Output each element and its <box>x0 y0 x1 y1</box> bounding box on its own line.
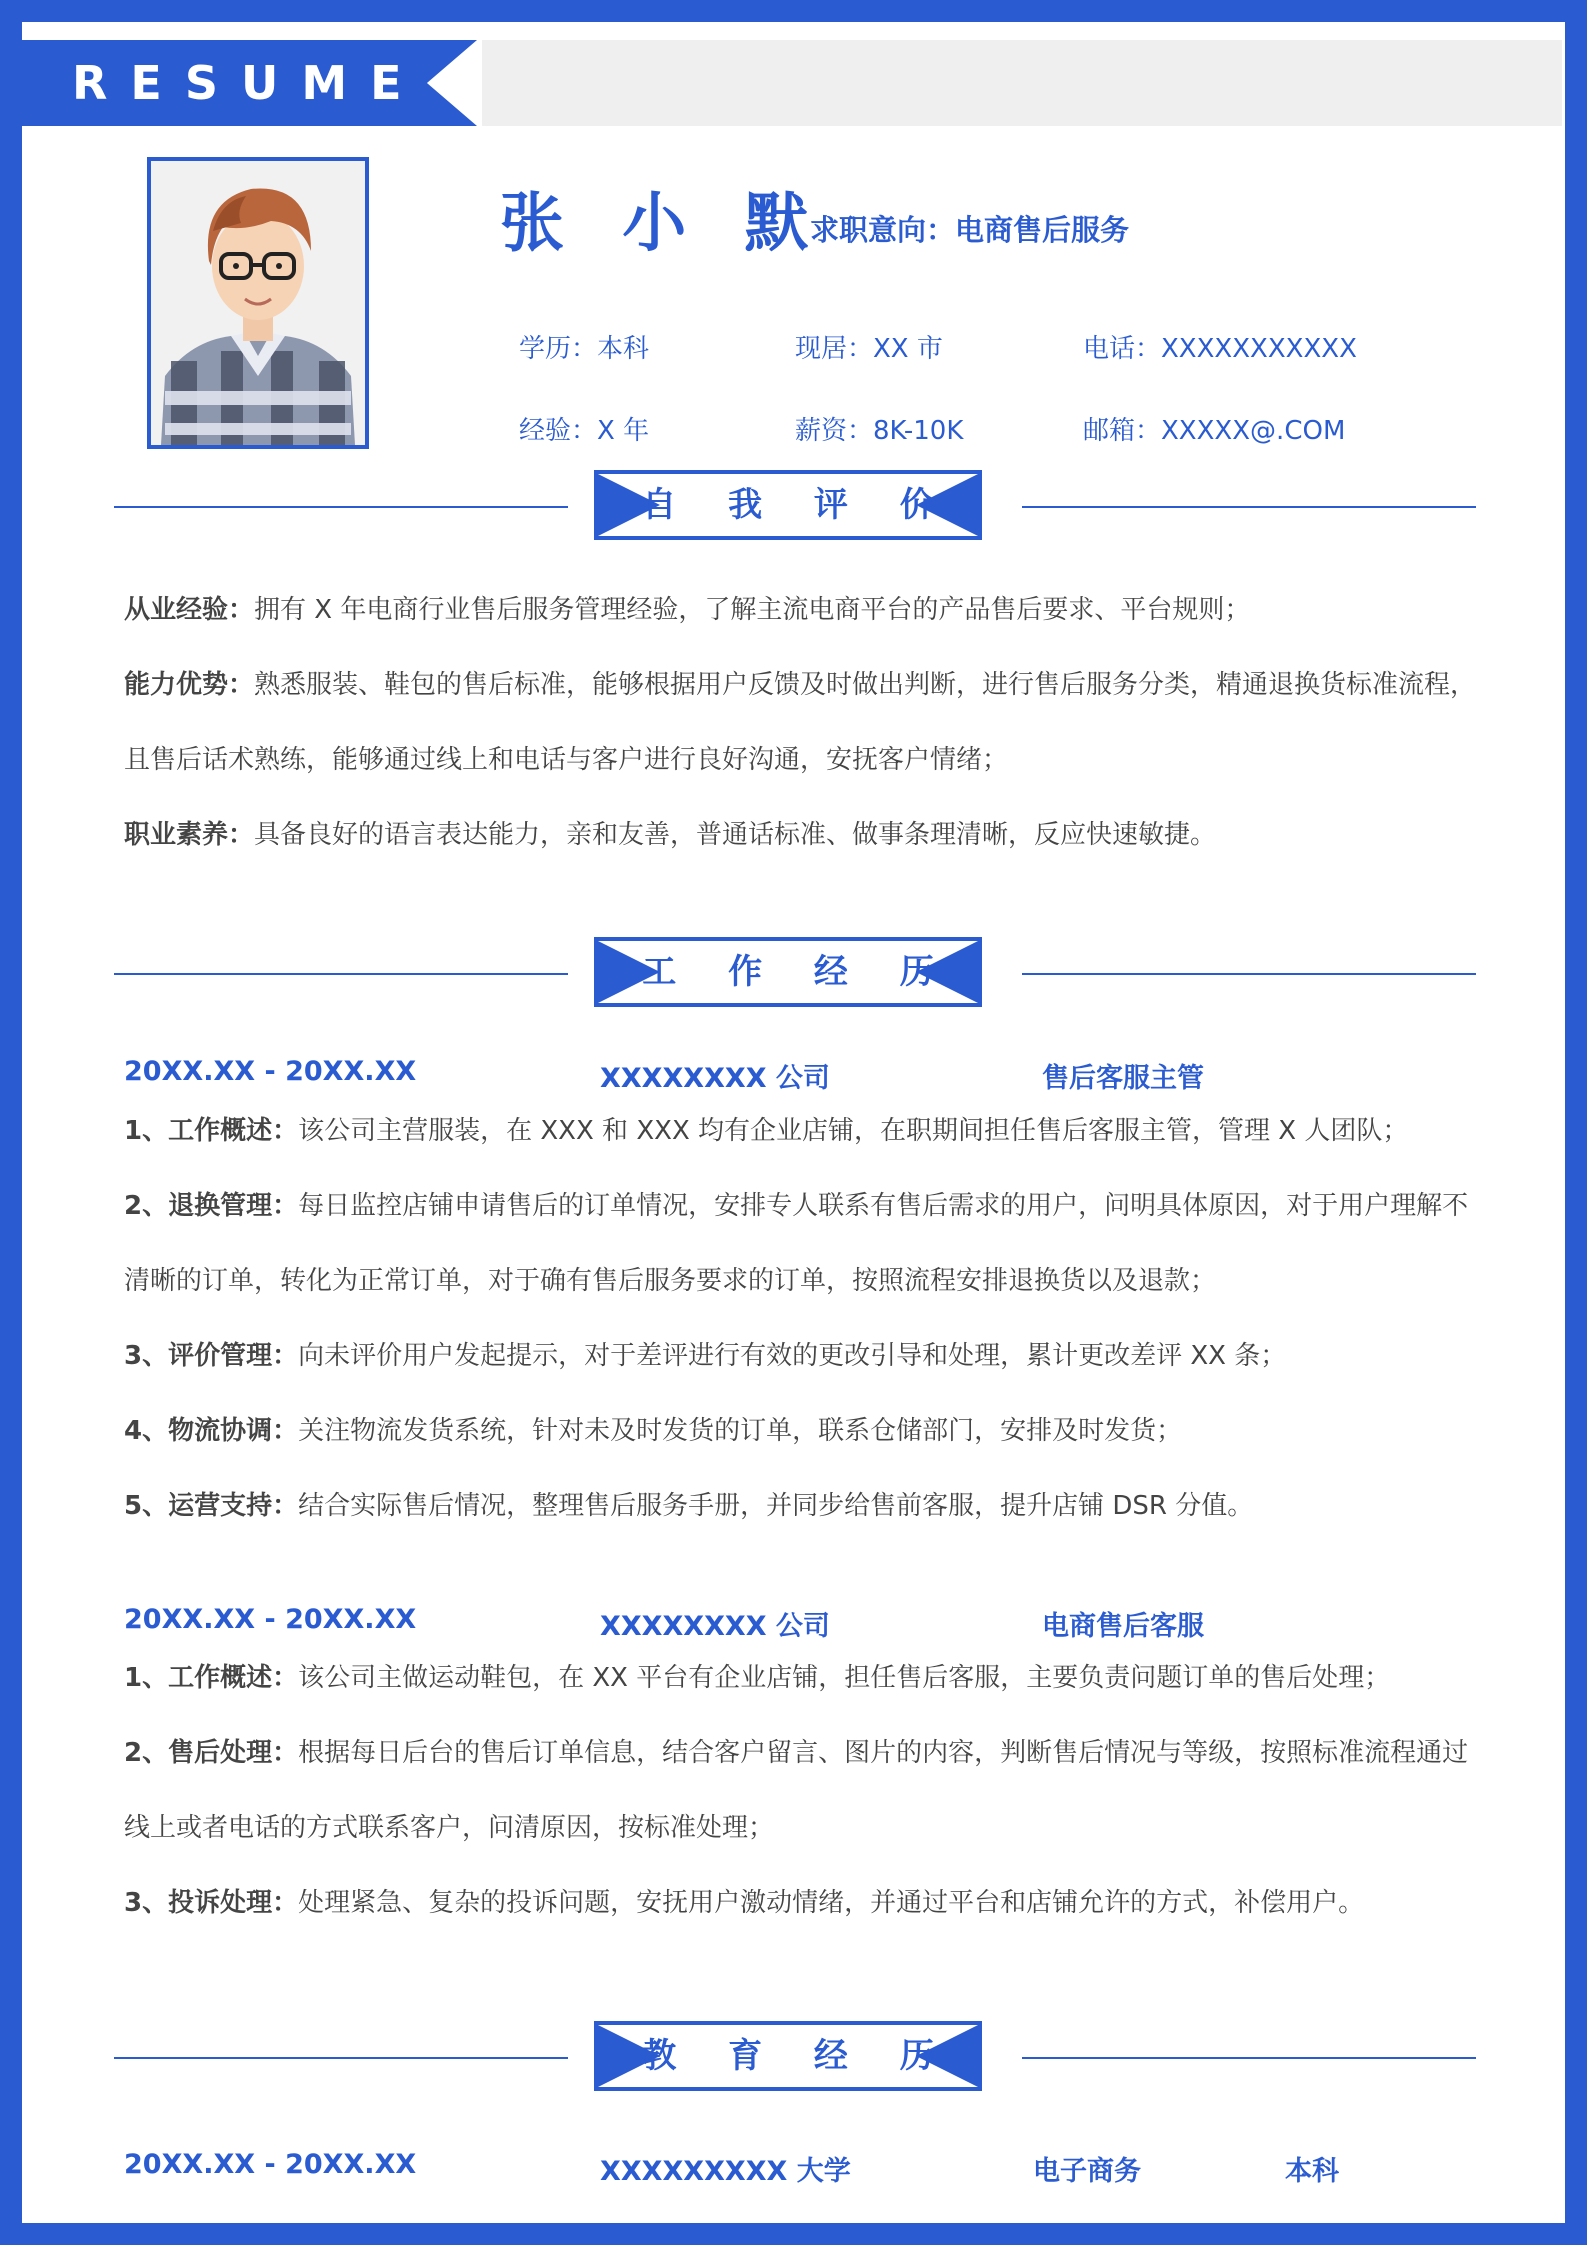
header-banner-bg <box>482 40 1562 126</box>
list-item <box>124 1094 1484 1169</box>
section-divider <box>114 506 568 508</box>
info-experience: 经验：X 年 <box>519 416 650 446</box>
info-education: 学历：本科 <box>519 334 650 364</box>
section-header-education <box>594 2021 982 2091</box>
section-divider <box>1022 2057 1476 2059</box>
self-eval-item <box>124 573 1484 648</box>
job-period: 20XX.XX - 20XX.XX <box>124 1056 417 1087</box>
profile-photo <box>147 157 369 449</box>
section-divider <box>1022 506 1476 508</box>
item-label: 1、工作概述： <box>124 1663 299 1693</box>
item-label: 2、售后处理： <box>124 1738 299 1768</box>
list-item <box>124 1319 1484 1394</box>
job-intent: 求职意向：电商售后服务 <box>810 213 1130 247</box>
item-text: 向未评价用户发起提示，对于差评进行有效的更改引导和处理，累计更改差评 XX 条； <box>298 1341 1287 1371</box>
item-text: 处理紧急、复杂的投诉问题，安抚用户激动情绪，并通过平台和店铺允许的方式，补偿用户。 <box>298 1888 1365 1918</box>
item-text: 拥有 X 年电商行业售后服务管理经验，了解主流电商平台的产品售后要求、平台规则； <box>254 595 1251 625</box>
info-residence: 现居：XX 市 <box>795 334 943 364</box>
item-label: 3、评价管理： <box>124 1341 299 1371</box>
self-eval-item <box>124 648 1484 798</box>
item-label: 5、运营支持： <box>124 1491 299 1521</box>
item-label: 职业素养： <box>124 820 255 850</box>
item-label: 3、投诉处理： <box>124 1888 299 1918</box>
edu-degree: 本科 <box>1285 2156 1339 2187</box>
item-text: 该公司主营服装，在 XXX 和 XXX 均有企业店铺，在职期间担任售后客服主管，管理 X 人团队； <box>298 1116 1409 1146</box>
info-salary: 薪资：8K-10K <box>795 416 964 446</box>
section-title: 教 育 经 历 <box>642 2036 954 2076</box>
section-divider <box>114 2057 568 2059</box>
section-divider <box>1022 973 1476 975</box>
item-text: 该公司主做运动鞋包，在 XX 平台有企业店铺，担任售后客服，主要负责问题订单的售后处理； <box>298 1663 1391 1693</box>
job-title: 电商售后客服 <box>1042 1611 1204 1642</box>
edu-school: XXXXXXXXX 大学 <box>600 2156 851 2187</box>
self-eval-item <box>124 798 1484 873</box>
job-period: 20XX.XX - 20XX.XX <box>124 1604 417 1635</box>
item-label: 能力优势： <box>124 670 255 700</box>
job-duties-list <box>124 1094 1484 1544</box>
section-divider <box>114 973 568 975</box>
info-email: 邮箱：XXXXX@.COM <box>1083 416 1346 446</box>
job-company: XXXXXXXX 公司 <box>600 1063 830 1094</box>
info-phone: 电话：XXXXXXXXXXX <box>1083 334 1357 364</box>
avatar-illustration-icon <box>151 161 365 445</box>
item-text: 具备良好的语言表达能力，亲和友善，普通话标准、做事条理清晰，反应快速敏捷。 <box>254 820 1217 850</box>
item-text: 每日监控店铺申请售后的订单情况，安排专人联系有售后需求的用户，问明具体原因，对于用户理解不清晰的订单，转化为正常订单，对于确有售后服务要求的订单，按照流程安排退换货以及退款； <box>124 1191 1469 1296</box>
section-header-work <box>594 937 982 1007</box>
edu-major: 电子商务 <box>1033 2156 1141 2187</box>
job-company: XXXXXXXX 公司 <box>600 1611 830 1642</box>
item-text: 关注物流发货系统，针对未及时发货的订单，联系仓储部门，安排及时发货； <box>298 1416 1183 1446</box>
list-item <box>124 1469 1484 1544</box>
section-title: 工 作 经 历 <box>642 952 954 992</box>
resume-page <box>22 22 1565 2223</box>
item-label: 从业经验： <box>124 595 255 625</box>
job-title: 售后客服主管 <box>1042 1063 1204 1094</box>
item-text: 熟悉服装、鞋包的售后标准，能够根据用户反馈及时做出判断，进行售后服务分类，精通退换货标准流程，且售后话术熟练，能够通过线上和电话与客户进行良好沟通，安抚客户情绪； <box>124 670 1477 775</box>
edu-period: 20XX.XX - 20XX.XX <box>124 2149 417 2180</box>
list-item <box>124 1866 1484 1941</box>
banner-title: RESUME <box>72 56 425 110</box>
item-label: 1、工作概述： <box>124 1116 299 1146</box>
section-title: 自 我 评 价 <box>642 485 954 525</box>
list-item <box>124 1716 1484 1866</box>
job-duties-list <box>124 1641 1484 1941</box>
candidate-name: 张 小 默 <box>500 187 827 261</box>
list-item <box>124 1641 1484 1716</box>
item-text: 结合实际售后情况，整理售后服务手册，并同步给售前客服，提升店铺 DSR 分值。 <box>298 1491 1254 1521</box>
self-eval-list <box>124 573 1484 873</box>
item-text: 根据每日后台的售后订单信息，结合客户留言、图片的内容，判断售后情况与等级，按照标准流程通过线上或者电话的方式联系客户，问清原因，按标准处理； <box>124 1738 1469 1843</box>
section-header-self-eval <box>594 470 982 540</box>
list-item <box>124 1169 1484 1319</box>
item-label: 4、物流协调： <box>124 1416 299 1446</box>
list-item <box>124 1394 1484 1469</box>
item-label: 2、退换管理： <box>124 1191 299 1221</box>
